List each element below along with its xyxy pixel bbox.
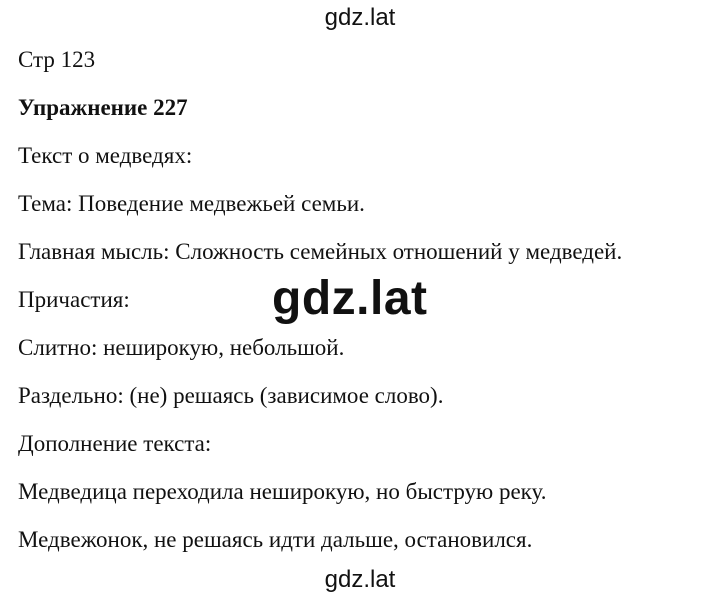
together-line: Слитно: неширокую, небольшой. xyxy=(18,335,345,360)
sentence-1: Медведица переходила неширокую, но быструю реку. xyxy=(18,479,547,504)
addition-heading: Дополнение текста: xyxy=(18,431,212,456)
watermark-top: gdz.lat xyxy=(324,4,396,31)
sentence-2: Медвежонок, не решаясь идти дальше, остановился. xyxy=(18,527,533,552)
page-reference: Стр 123 xyxy=(18,47,96,72)
separate-line: Раздельно: (не) решаясь (зависимое слово). xyxy=(18,383,444,408)
participles-heading: Причастия: xyxy=(18,287,130,312)
main-idea-line: Главная мысль: Сложность семейных отношений у медведей. xyxy=(18,239,623,264)
watermark-bottom: gdz.lat xyxy=(324,566,396,593)
theme-line: Тема: Поведение медвежьей семьи. xyxy=(18,191,365,216)
exercise-title: Упражнение 227 xyxy=(18,95,188,120)
text-about-line: Текст о медведях: xyxy=(18,143,193,168)
watermark-center: gdz.lat xyxy=(272,272,428,325)
